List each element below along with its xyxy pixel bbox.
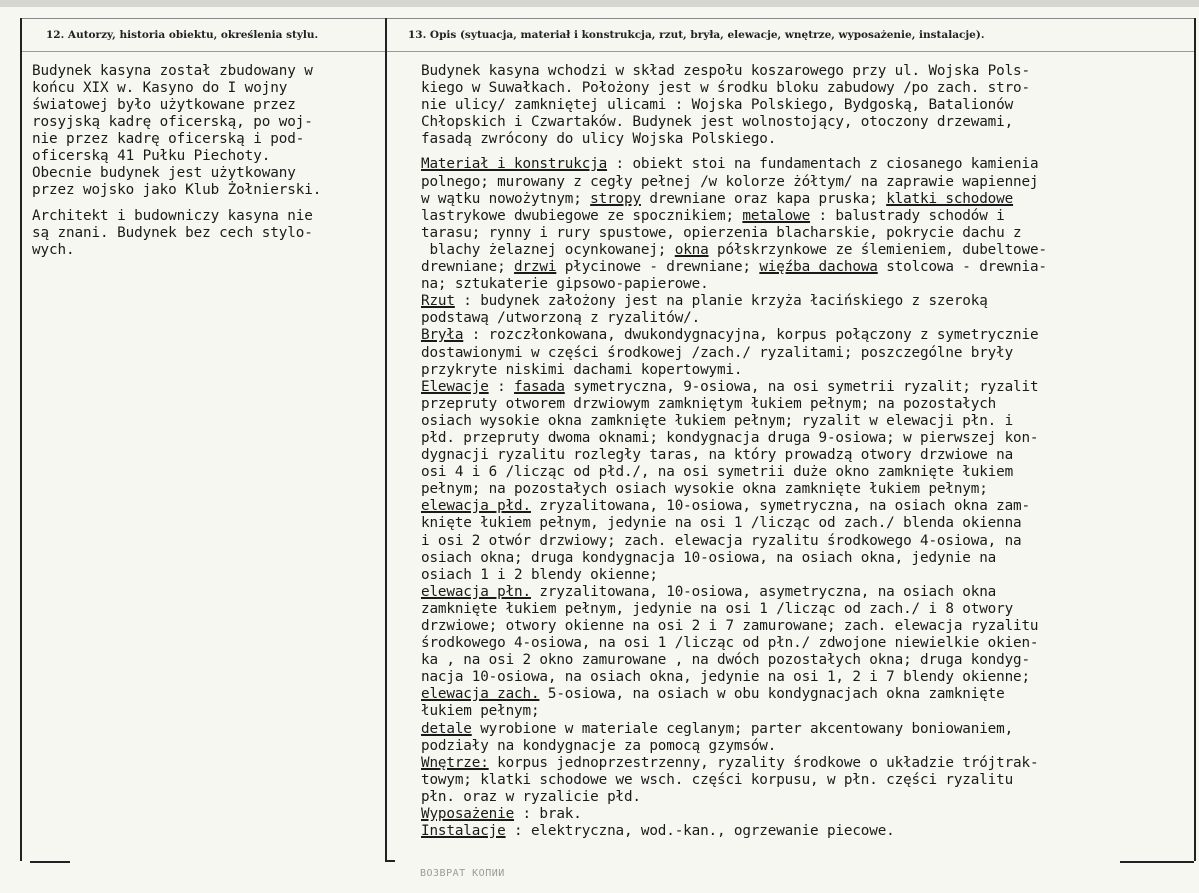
section-12-header: 12. Autorzy, historia obiektu, określenia stylu.	[46, 29, 319, 41]
metalowe-label: metalowe	[742, 207, 811, 224]
wnetrze-text: korpus jednoprzestrzenny, ryzality środkowe o układzie trójtrak- towym; klatki schodowe we wsch. części korpusu, w płn. części ryzalitu płn. oraz w ryzalicie płd.	[421, 754, 1039, 805]
elewacja-pln-label: elewacja płn.	[421, 583, 531, 600]
architect-paragraph: Architekt i budowniczy kasyna nie są znani. Budynek bez cech stylo- wych.	[32, 208, 313, 258]
fasada-label: fasada	[514, 378, 565, 395]
detale-text: wyrobione w materiale ceglanym; parter akcentowany boniowaniem, podziały na kondygnacje za pomocą gzymsów.	[421, 720, 1014, 754]
klatki-label: klatki schodowe	[886, 190, 1014, 207]
material-text-2: drewniane oraz kapa pruska;	[640, 190, 887, 207]
elewacja-pln-text: zryzalitowana, 10-osiowa, asymetryczna, na osiach okna zamknięte łukiem pełnym, jedynie na osi 1 /licząc od zach./ i 8 otwory drzwiowe; otwory okienne na osi 2 i 7 zamurowane; zach. elewacja ryzalitu środkowego 4-osiowa, na osi 1 /licząc od płn./ zdwojone niewielkie okien- ka , na osi 2 okno zamurowane , na dwóch pozostałych okna; druga kondyg- nacja 10-osiowa, na osiach okna, jedynie na osi 1, 2 i 7 blendy okienne;	[421, 583, 1039, 686]
instalacje-label: Instalacje	[421, 823, 506, 840]
wyposazenie-label: Wyposażenie	[421, 806, 515, 823]
drzwi-label: drzwi	[514, 259, 557, 276]
material-text-4: : balustrady schodów i tarasu; rynny i rury spustowe, opierzenia blacharskie, pokrycie dachu z blachy żelaznej ocynkowanej;	[421, 207, 1022, 258]
rzut-paragraph	[421, 293, 1191, 327]
wiezba-label: więźba dachowa	[759, 259, 878, 276]
wnetrze-paragraph	[421, 755, 1191, 806]
wyposazenie-paragraph	[421, 806, 1191, 823]
column-divider	[385, 18, 387, 861]
fasada-text: symetryczna, 9-osiowa, na osi symetrii ryzalit; ryzalit przepruty otworem drzwiowym zamkniętym łukiem pełnym; na pozostałych osiach wysokie okna zamknięte łukiem pełnym; ryzalit w elewacji płn. i płd. przepruty dwoma oknami; kondygnacja druga 9-osiowa; w pierwszej kon- dygnacji ryzalitu rozległy taras, na który prowadzą otwory drzwiowe na osi 4 i 6 /licząc od płd./, na osi symetrii duże okno zamknięte łukiem pełnym; na pozostałych osiach wysokie okna zamknięte łukiem pełnym;	[421, 378, 1039, 498]
material-label: Materiał i konstrukcja	[421, 156, 608, 173]
bryla-label: Bryła	[421, 327, 464, 344]
material-text-1: : obiekt stoi na fundamentach z ciosanego kamienia polnego; murowany z cegły pełnej /w kolorze żółtym/ na zaprawie wapiennej w wątku nowożytnym;	[421, 156, 1039, 207]
right-border	[1194, 18, 1196, 861]
instalacje-paragraph	[421, 823, 1191, 840]
history-paragraph: Budynek kasyna został zbudowany w końcu XIX w. Kasyno do I wojny światowej było użytkowane przez rosyjską kadrę oficerską, po woj- nie przez kadrę oficerską i pod- oficerską 41 Pułku Piechoty. Obecnie budynek jest użytkowany przez wojsko jako Klub Żołnierski.	[32, 63, 322, 198]
instalacje-text: : elektryczna, wod.-kan., ogrzewanie piecowe.	[505, 823, 895, 840]
material-construction-paragraph	[421, 156, 1191, 293]
material-text-7: stolcowa - drewnia- na; sztukaterie gipsowo-papierowe.	[421, 259, 1047, 293]
elewacje-sep: :	[488, 378, 515, 395]
section-13-header: 13. Opis (sytuacja, materiał i konstrukcja, rzut, bryła, elewacje, wnętrze, wyposażenie, instalacje).	[408, 29, 985, 41]
elewacja-zach-text: 5-osiowa, na osiach w obu kondygnacjach okna zamknięte łukiem pełnym;	[421, 686, 1005, 720]
rzut-text: : budynek założony jest na planie krzyża łacińskiego z szeroką podstawą /utworzoną z ryzalitów/.	[421, 293, 988, 327]
elewacje-paragraph	[421, 379, 1191, 499]
top-rule	[20, 18, 1196, 19]
bottom-left-rule	[30, 861, 70, 863]
location-paragraph: Budynek kasyna wchodzi w skład zespołu koszarowego przy ul. Wojska Pols- kiego w Suwałkach. Położony jest w środku bloku zabudowy /po zach. stro- nie ulicy/ zamkniętej ulicami : Wojska Polskiego, Bydgoską, Batalionów Chłopskich i Czwartaków. Budynek jest wolnostojący, otoczony drzewami, fasadą zwrócony do ulicy Wojska Polskiego.	[421, 63, 1030, 148]
material-text-5: półskrzynkowe ze ślemieniem, dubeltowe- drewniane;	[421, 241, 1047, 276]
material-text-3: lastrykowe dwubiegowe ze spocznikiem;	[421, 207, 734, 224]
bryla-text: : rozczłonkowana, dwukondygnacyjna, korpus połączony z symetrycznie dostawionymi w części środkowej /zach./ ryzalitami; poszczególne bryły przykryte niskimi dachami kopertowymi.	[421, 327, 1039, 378]
elewacja-pln-paragraph	[421, 584, 1191, 687]
authors-history-column	[32, 63, 384, 268]
elewacja-pld-paragraph	[421, 498, 1191, 583]
page-top-edge	[0, 0, 1199, 7]
bryla-paragraph	[421, 327, 1191, 378]
elewacje-label: Elewacje	[421, 378, 489, 395]
stropy-label: stropy	[590, 190, 641, 207]
description-column	[421, 63, 1191, 840]
material-text-6: płycinowe - drewniane;	[556, 259, 760, 276]
elewacja-zach-label: elewacja zach.	[421, 686, 540, 703]
faint-stamp: ВОЗВРАТ КОПИИ	[420, 868, 505, 879]
elewacja-pld-text: zryzalitowana, 10-osiowa, symetryczna, na osiach okna zam- knięte łukiem pełnym, jedynie na osi 1 /licząc od zach./ blenda okienna i osi 2 otwór drzwiowy; zach. elewacja ryzalitu środkowego 4-osiowa, na osiach okna; druga kondygnacja 10-osiowa, na osiach okna, jedynie na osiach 1 i 2 blendy okienne;	[421, 498, 1030, 583]
bottom-right-rule	[1120, 861, 1194, 863]
bottom-mid-rule	[385, 860, 395, 862]
wyposazenie-text: : brak.	[514, 806, 582, 823]
elewacja-zach-paragraph	[421, 686, 1191, 720]
rzut-label: Rzut	[421, 293, 455, 310]
header-rule	[20, 51, 1196, 52]
okna-label: okna	[674, 241, 709, 258]
left-border	[20, 18, 22, 861]
detale-label: detale	[421, 720, 472, 737]
elewacja-pld-label: elewacja płd.	[421, 498, 531, 515]
detale-paragraph	[421, 721, 1191, 755]
wnetrze-label: Wnętrze:	[421, 754, 489, 771]
